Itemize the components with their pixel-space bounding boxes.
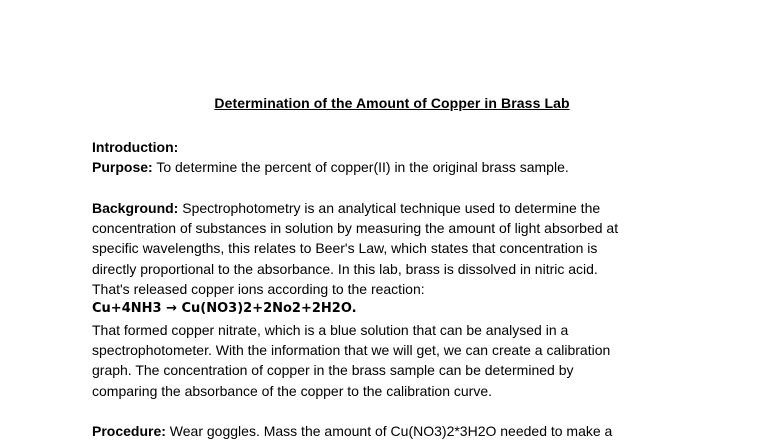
background-line-6: That formed copper nitrate, which is a blue solution that can be analysed in a [92, 321, 569, 338]
purpose-label: Purpose: [92, 159, 153, 176]
background-line-8: graph. The concentration of copper in the brass sample can be determined by [92, 362, 574, 379]
procedure-text: Wear goggles. Mass the amount of Cu(NO3)2*3H2O needed to make a [165, 423, 613, 440]
reaction-equation: Cu+4NH3 → Cu(NO3)2+2No2+2H2O. [92, 301, 357, 317]
background-line-4: directly proportional to the absorbance. In this lab, brass is dissolved in nitric acid. [92, 260, 598, 277]
background-line-2: concentration of substances in solution by measuring the amount of light absorbed at [92, 220, 619, 237]
background-line-1: Background: Spectrophotometry is an analytical technique used to determine the [92, 199, 601, 216]
background-label: Background: [92, 199, 179, 216]
document-body [92, 137, 732, 441]
procedure-paragraph [92, 421, 732, 441]
purpose-paragraph [92, 157, 732, 177]
procedure-label: Procedure: [92, 423, 166, 440]
background-line-5: That's released copper ions according to the reaction: [92, 281, 425, 298]
document-title: Determination of the Amount of Copper in Brass Lab [214, 95, 570, 111]
background-line-3: specific wavelengths, this relates to Beer's Law, which states that concentration is [92, 240, 598, 257]
background-line-9: comparing the absorbance of the copper to the calibration curve. [92, 382, 493, 399]
introduction-heading: Introduction: [92, 139, 179, 155]
background-line-7: spectrophotometer. With the information that we will get, we can create a calibration [92, 341, 611, 358]
purpose-text: To determine the percent of copper(II) in the original brass sample. [152, 159, 569, 176]
